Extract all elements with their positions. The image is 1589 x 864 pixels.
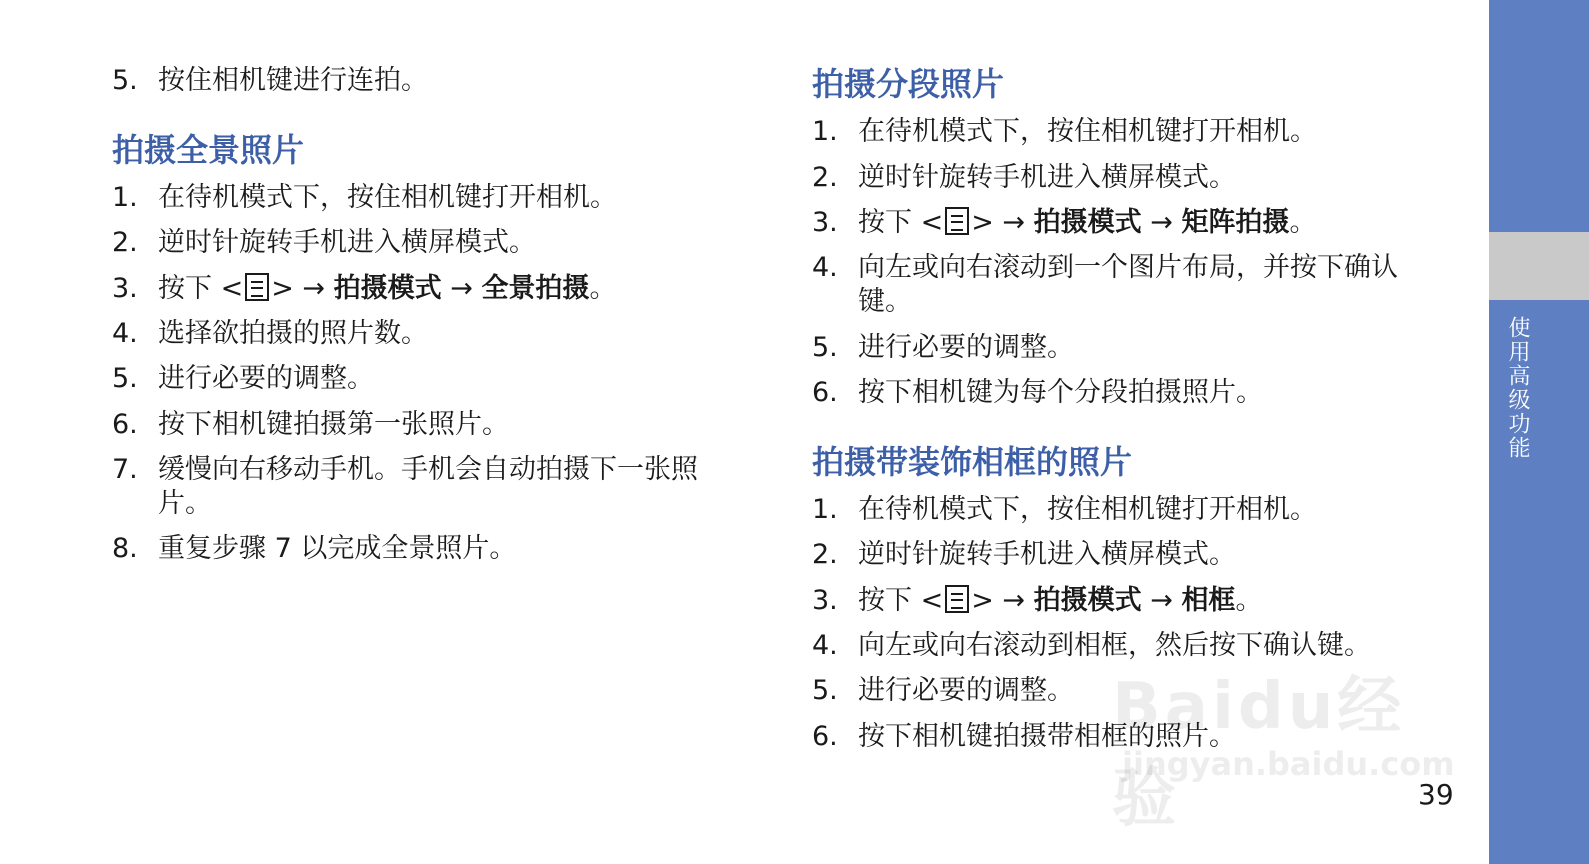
arrow-separator: → xyxy=(1141,585,1182,616)
step-number: 2. xyxy=(812,539,838,570)
arrow-separator: → xyxy=(1141,207,1182,238)
step-text: 逆时针旋转手机进入横屏模式。 xyxy=(158,227,536,258)
step-text-post: > → xyxy=(271,273,334,304)
step-number: 5. xyxy=(812,332,838,363)
step-number: 1. xyxy=(112,182,138,213)
step-number: 6. xyxy=(812,377,838,408)
step-number: 3. xyxy=(812,207,838,238)
step-text-pre: 按下 < xyxy=(858,207,944,238)
menu-path-shooting-mode: 拍摄模式 xyxy=(1033,585,1142,616)
step-text: 进行必要的调整。 xyxy=(858,332,1074,363)
arrow-separator: → xyxy=(441,273,482,304)
step-number: 5. xyxy=(112,65,138,96)
step-number: 6. xyxy=(112,409,138,440)
step-number: 6. xyxy=(812,721,838,752)
step-text-continued: 键。 xyxy=(858,286,912,317)
step-number: 4. xyxy=(812,630,838,661)
step-text: 按下相机键为每个分段拍摄照片。 xyxy=(858,377,1263,408)
step-text: 在待机模式下，按住相机键打开相机。 xyxy=(858,116,1317,147)
step-text: 向左或向右滚动到一个图片布局，并按下确认 xyxy=(858,252,1398,283)
section-title: 拍摄全景照片 xyxy=(112,131,305,169)
step-text: 按下相机键拍摄带相框的照片。 xyxy=(858,721,1236,752)
step-text: 按住相机键进行连拍。 xyxy=(158,65,428,96)
step-text-post: > → xyxy=(971,585,1034,616)
step-text-end: 。 xyxy=(1289,207,1317,238)
menu-path-shooting-mode: 拍摄模式 xyxy=(333,273,442,304)
menu-key-icon xyxy=(945,585,969,613)
step-text: 逆时针旋转手机进入横屏模式。 xyxy=(858,539,1236,570)
step-text xyxy=(858,206,1316,240)
page-number: 39 xyxy=(1418,778,1454,811)
step-number: 2. xyxy=(812,162,838,193)
watermark-url: jingyan.baidu.com xyxy=(1122,745,1455,783)
step-number: 1. xyxy=(812,494,838,525)
step-text: 重复步骤 7 以完成全景照片。 xyxy=(158,533,517,564)
step-text: 选择欲拍摄的照片数。 xyxy=(158,318,428,349)
step-text-end: 。 xyxy=(589,273,617,304)
step-text-post: > → xyxy=(971,207,1034,238)
menu-path-mosaic: 矩阵拍摄 xyxy=(1181,207,1290,238)
step-number: 5. xyxy=(812,675,838,706)
menu-path-frame: 相框 xyxy=(1181,585,1236,616)
step-text-end: 。 xyxy=(1235,585,1263,616)
section-title: 拍摄带装饰相框的照片 xyxy=(812,443,1133,481)
step-number: 4. xyxy=(112,318,138,349)
step-text xyxy=(858,584,1262,618)
watermark-logo: Baidu经验 xyxy=(1112,670,1406,836)
step-text: 缓慢向右移动手机。手机会自动拍摄下一张照 xyxy=(158,454,698,485)
step-text: 进行必要的调整。 xyxy=(158,363,374,394)
chapter-tab-marker xyxy=(1489,232,1589,300)
step-number: 7. xyxy=(112,454,138,485)
chapter-label: 使用高级功能 xyxy=(1505,316,1530,460)
step-number: 4. xyxy=(812,252,838,283)
step-text-pre: 按下 < xyxy=(858,585,944,616)
step-number: 1. xyxy=(812,116,838,147)
step-text: 在待机模式下，按住相机键打开相机。 xyxy=(158,182,617,213)
step-number: 2. xyxy=(112,227,138,258)
section-title: 拍摄分段照片 xyxy=(812,65,1005,103)
step-text: 按下相机键拍摄第一张照片。 xyxy=(158,409,509,440)
menu-key-icon xyxy=(945,207,969,235)
step-text: 逆时针旋转手机进入横屏模式。 xyxy=(858,162,1236,193)
step-number: 3. xyxy=(112,273,138,304)
step-text xyxy=(158,272,616,306)
menu-path-panorama: 全景拍摄 xyxy=(481,273,590,304)
menu-key-icon xyxy=(245,273,269,301)
menu-path-shooting-mode: 拍摄模式 xyxy=(1033,207,1142,238)
step-number: 8. xyxy=(112,533,138,564)
step-text-pre: 按下 < xyxy=(158,273,244,304)
step-number: 5. xyxy=(112,363,138,394)
step-number: 3. xyxy=(812,585,838,616)
step-text: 在待机模式下，按住相机键打开相机。 xyxy=(858,494,1317,525)
step-text-continued: 片。 xyxy=(158,488,212,519)
step-text: 向左或向右滚动到相框，然后按下确认键。 xyxy=(858,630,1371,661)
step-text: 进行必要的调整。 xyxy=(858,675,1074,706)
